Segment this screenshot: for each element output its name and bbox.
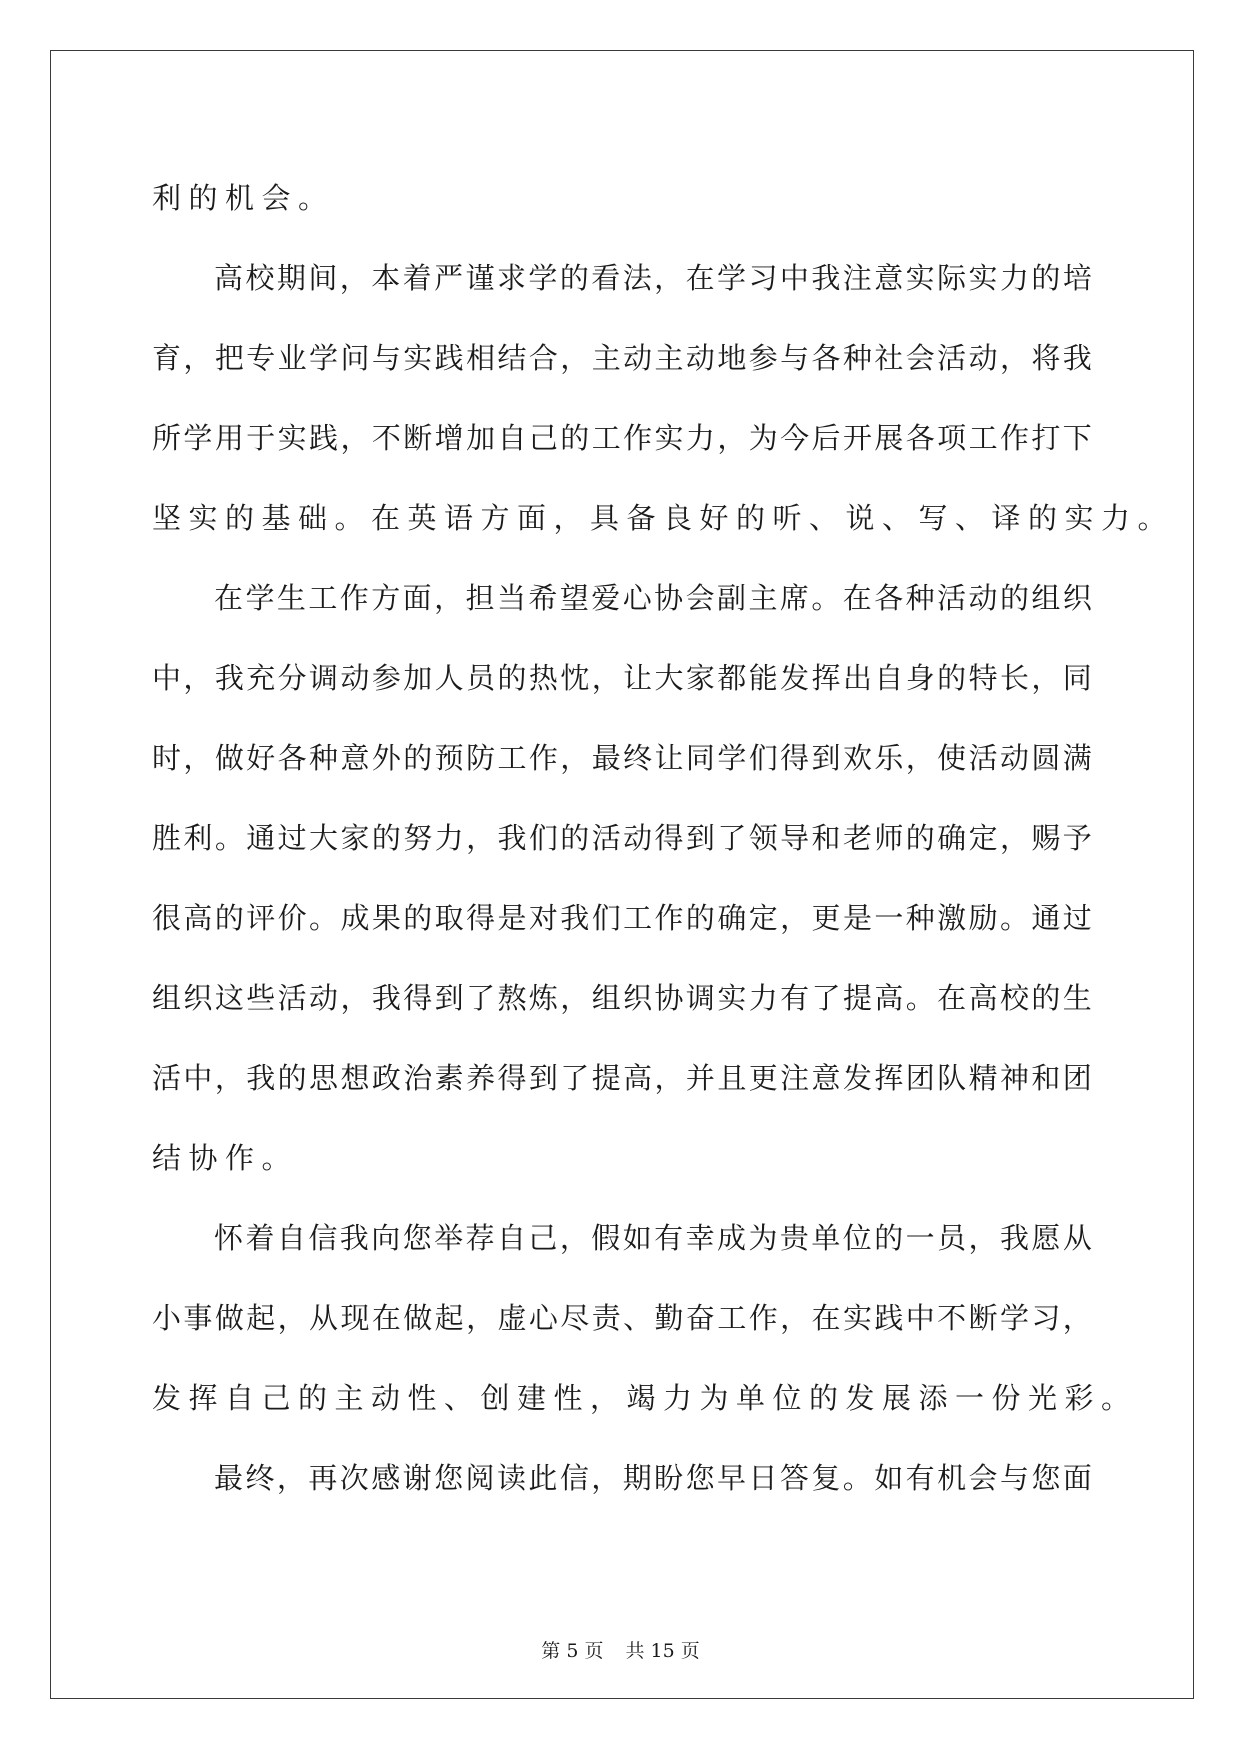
text-line: 活 中 ， 我 的 思 想 政 治 素 养 得 到 了 提 高 ， 并 且 更 注 意 发 挥 团 队 精 神 和 团 — [152, 1060, 1092, 1095]
text-line: 所 学 用 于 实 践 ， 不 断 增 加 自 己 的 工 作 实 力 ， 为 今 后 开 展 各 项 工 作 打 下 — [152, 420, 1092, 455]
text-line: 中 ， 我 充 分 调 动 参 加 人 员 的 热 忱 ， 让 大 家 都 能 发 挥 出 自 身 的 特 长 ， 同 — [152, 660, 1092, 695]
page-number: 第 5 页 — [541, 1640, 604, 1662]
text-line: 结协作。 — [152, 1140, 299, 1175]
text-line: 最 终 ， 再 次 感 谢 您 阅 读 此 信 ， 期 盼 您 早 日 答 复 。 如 有 机 会 与 您 面 — [214, 1460, 1092, 1495]
text-line: 组 织 这 些 活 动 ， 我 得 到 了 熬 炼 ， 组 织 协 调 实 力 有 了 提 高 。 在 高 校 的 生 — [152, 980, 1092, 1015]
text-line: 育 ， 把 专 业 学 问 与 实 践 相 结 合 ， 主 动 主 动 地 参 与 各 种 社 会 活 动 ， 将 我 — [152, 340, 1092, 375]
text-line: 在 学 生 工 作 方 面 ， 担 当 希 望 爱 心 协 会 副 主 席 。 在 各 种 活 动 的 组 织 — [214, 580, 1092, 615]
text-line: 发挥自己的主动性、创建性，竭力为单位的发展添一份光彩。 — [152, 1380, 1138, 1415]
text-line: 胜 利 。 通 过 大 家 的 努 力 ， 我 们 的 活 动 得 到 了 领 导 和 老 师 的 确 定 ， 赐 予 — [152, 820, 1092, 855]
text-line: 怀 着 自 信 我 向 您 举 荐 自 己 ， 假 如 有 幸 成 为 贵 单 位 的 一 员 ， 我 愿 从 — [214, 1220, 1092, 1255]
text-line: 小 事 做 起 ， 从 现 在 做 起 ， 虚 心 尽 责 、 勤 奋 工 作 ， 在 实 践 中 不 断 学 习 ， — [152, 1300, 1092, 1335]
page-footer — [0, 1636, 1241, 1663]
text-line: 利的机会。 — [152, 180, 335, 215]
document-body — [152, 156, 1175, 1516]
page-total: 共 15 页 — [625, 1640, 700, 1662]
text-line: 坚实的基础。在英语方面，具备良好的听、说、写、译的实力。 — [152, 500, 1175, 535]
text-line: 时 ， 做 好 各 种 意 外 的 预 防 工 作 ， 最 终 让 同 学 们 得 到 欢 乐 ， 使 活 动 圆 满 — [152, 740, 1092, 775]
text-line: 高 校 期 间 ， 本 着 严 谨 求 学 的 看 法 ， 在 学 习 中 我 注 意 实 际 实 力 的 培 — [214, 260, 1092, 295]
text-line: 很 高 的 评 价 。 成 果 的 取 得 是 对 我 们 工 作 的 确 定 ， 更 是 一 种 激 励 。 通 过 — [152, 900, 1092, 935]
